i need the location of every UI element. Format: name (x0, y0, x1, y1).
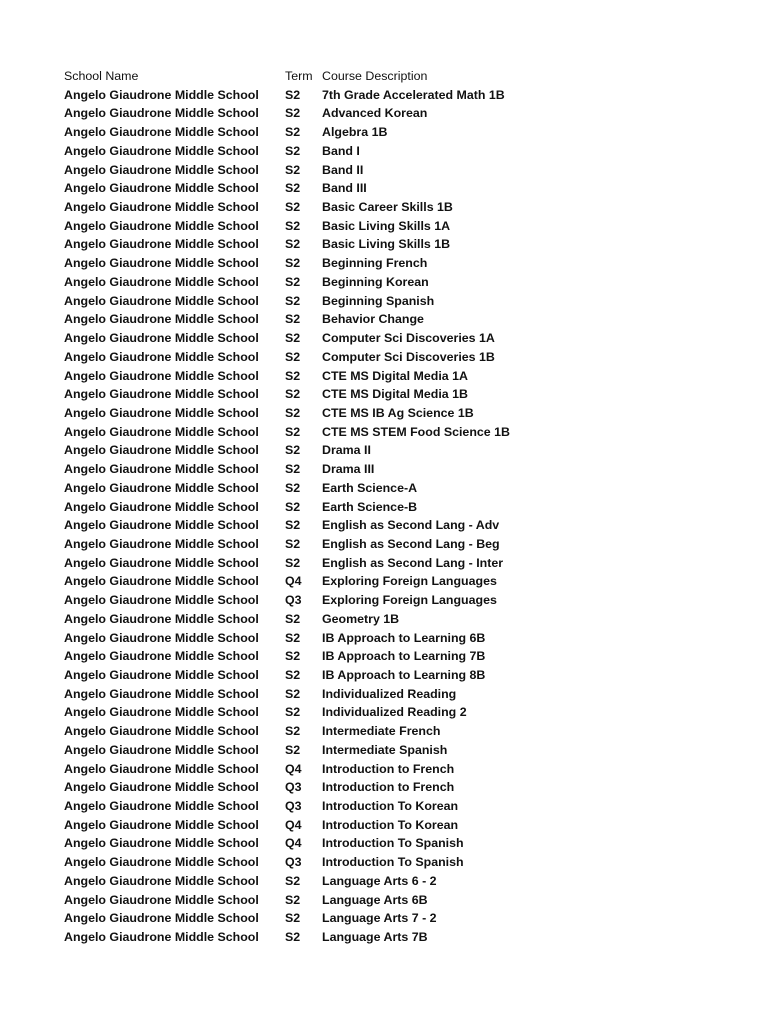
cell-term: S2 (285, 630, 301, 645)
cell-school-name: Angelo Giaudrone Middle School (64, 387, 259, 402)
cell-school-name: Angelo Giaudrone Middle School (64, 799, 259, 814)
cell-term: S2 (285, 349, 301, 364)
table-row (64, 703, 704, 722)
cell-term: S2 (285, 536, 301, 551)
cell-term: S2 (285, 518, 301, 533)
cell-course-description: English as Second Lang - Beg (322, 536, 500, 551)
cell-school-name: Angelo Giaudrone Middle School (64, 462, 259, 477)
cell-term: Q3 (285, 780, 302, 795)
cell-course-description: Beginning French (322, 256, 428, 271)
cell-course-description: Earth Science-A (322, 480, 418, 495)
table-row (64, 292, 704, 311)
cell-term: S2 (285, 181, 301, 196)
table-row (64, 760, 704, 779)
cell-term: S2 (285, 724, 301, 739)
cell-term: S2 (285, 237, 301, 252)
table-row (64, 217, 704, 236)
cell-term: Q4 (285, 574, 302, 589)
cell-term: S2 (285, 686, 301, 701)
table-row (64, 235, 704, 254)
cell-school-name: Angelo Giaudrone Middle School (64, 256, 259, 271)
cell-term: S2 (285, 705, 301, 720)
cell-school-name: Angelo Giaudrone Middle School (64, 911, 259, 926)
cell-term: S2 (285, 312, 301, 327)
cell-school-name: Angelo Giaudrone Middle School (64, 181, 259, 196)
cell-school-name: Angelo Giaudrone Middle School (64, 312, 259, 327)
table-row (64, 685, 704, 704)
cell-course-description: Language Arts 6B (322, 892, 428, 907)
cell-course-description: Exploring Foreign Languages (322, 574, 497, 589)
cell-course-description: Language Arts 7B (322, 930, 428, 945)
cell-term: Q4 (285, 817, 302, 832)
cell-course-description: English as Second Lang - Inter (322, 555, 504, 570)
cell-school-name: Angelo Giaudrone Middle School (64, 87, 259, 102)
cell-school-name: Angelo Giaudrone Middle School (64, 200, 259, 215)
cell-course-description: 7th Grade Accelerated Math 1B (322, 87, 505, 102)
cell-course-description: Beginning Spanish (322, 293, 435, 308)
cell-course-description: Intermediate Spanish (322, 742, 448, 757)
table-row (64, 816, 704, 835)
cell-term: S2 (285, 274, 301, 289)
cell-course-description: Band I (322, 143, 360, 158)
table-row (64, 310, 704, 329)
cell-course-description: CTE MS IB Ag Science 1B (322, 405, 474, 420)
cell-course-description: Introduction to French (322, 761, 455, 776)
cell-course-description: Introduction to French (322, 780, 455, 795)
cell-course-description: Computer Sci Discoveries 1B (322, 349, 495, 364)
cell-course-description: Introduction To Spanish (322, 836, 464, 851)
table-row (64, 198, 704, 217)
cell-term: S2 (285, 873, 301, 888)
table-row (64, 853, 704, 872)
cell-course-description: Drama III (322, 462, 375, 477)
table-row (64, 86, 704, 105)
cell-school-name: Angelo Giaudrone Middle School (64, 836, 259, 851)
cell-course-description: Exploring Foreign Languages (322, 593, 497, 608)
cell-school-name: Angelo Giaudrone Middle School (64, 593, 259, 608)
cell-course-description: Band II (322, 162, 364, 177)
cell-school-name: Angelo Giaudrone Middle School (64, 125, 259, 140)
cell-school-name: Angelo Giaudrone Middle School (64, 855, 259, 870)
cell-course-description: CTE MS STEM Food Science 1B (322, 424, 510, 439)
table-header-row (64, 67, 704, 86)
cell-school-name: Angelo Giaudrone Middle School (64, 930, 259, 945)
table-row (64, 254, 704, 273)
table-row (64, 872, 704, 891)
cell-term: S2 (285, 892, 301, 907)
table-row (64, 722, 704, 741)
table-row (64, 572, 704, 591)
cell-term: S2 (285, 649, 301, 664)
cell-school-name: Angelo Giaudrone Middle School (64, 293, 259, 308)
cell-course-description: English as Second Lang - Adv (322, 518, 500, 533)
table-row (64, 273, 704, 292)
cell-school-name: Angelo Giaudrone Middle School (64, 705, 259, 720)
table-row (64, 423, 704, 442)
cell-course-description: Intermediate French (322, 724, 441, 739)
cell-school-name: Angelo Giaudrone Middle School (64, 424, 259, 439)
cell-school-name: Angelo Giaudrone Middle School (64, 162, 259, 177)
course-table (64, 67, 704, 947)
table-body (64, 86, 704, 947)
cell-course-description: Introduction To Korean (322, 817, 459, 832)
table-row (64, 834, 704, 853)
cell-school-name: Angelo Giaudrone Middle School (64, 780, 259, 795)
table-row (64, 647, 704, 666)
table-row (64, 348, 704, 367)
cell-course-description: Band III (322, 181, 367, 196)
cell-term: S2 (285, 106, 301, 121)
cell-school-name: Angelo Giaudrone Middle School (64, 499, 259, 514)
table-row (64, 479, 704, 498)
cell-course-description: Basic Living Skills 1B (322, 237, 451, 252)
table-row (64, 591, 704, 610)
cell-term: S2 (285, 405, 301, 420)
table-row (64, 441, 704, 460)
header-course-description: Course Description (322, 69, 428, 83)
cell-school-name: Angelo Giaudrone Middle School (64, 630, 259, 645)
cell-term: S2 (285, 293, 301, 308)
cell-school-name: Angelo Giaudrone Middle School (64, 536, 259, 551)
cell-course-description: Advanced Korean (322, 106, 428, 121)
table-row (64, 460, 704, 479)
cell-school-name: Angelo Giaudrone Middle School (64, 218, 259, 233)
table-row (64, 666, 704, 685)
table-row (64, 554, 704, 573)
cell-course-description: IB Approach to Learning 7B (322, 649, 486, 664)
table-row (64, 909, 704, 928)
cell-term: S2 (285, 930, 301, 945)
cell-term: S2 (285, 443, 301, 458)
cell-school-name: Angelo Giaudrone Middle School (64, 143, 259, 158)
cell-term: S2 (285, 555, 301, 570)
table-row (64, 123, 704, 142)
cell-school-name: Angelo Giaudrone Middle School (64, 611, 259, 626)
table-row (64, 516, 704, 535)
table-row (64, 367, 704, 386)
cell-term: S2 (285, 611, 301, 626)
cell-school-name: Angelo Giaudrone Middle School (64, 331, 259, 346)
table-row (64, 404, 704, 423)
cell-term: S2 (285, 331, 301, 346)
cell-term: S2 (285, 87, 301, 102)
cell-school-name: Angelo Giaudrone Middle School (64, 742, 259, 757)
cell-term: S2 (285, 125, 301, 140)
cell-course-description: Beginning Korean (322, 274, 429, 289)
cell-term: Q4 (285, 836, 302, 851)
cell-school-name: Angelo Giaudrone Middle School (64, 518, 259, 533)
cell-course-description: Individualized Reading (322, 686, 457, 701)
cell-school-name: Angelo Giaudrone Middle School (64, 480, 259, 495)
table-row (64, 142, 704, 161)
table-row (64, 891, 704, 910)
table-row (64, 179, 704, 198)
cell-term: Q3 (285, 593, 302, 608)
cell-term: S2 (285, 462, 301, 477)
cell-school-name: Angelo Giaudrone Middle School (64, 892, 259, 907)
cell-course-description: Computer Sci Discoveries 1A (322, 331, 495, 346)
cell-course-description: Behavior Change (322, 312, 424, 327)
cell-term: S2 (285, 368, 301, 383)
table-row (64, 535, 704, 554)
cell-school-name: Angelo Giaudrone Middle School (64, 274, 259, 289)
table-row (64, 498, 704, 517)
cell-course-description: IB Approach to Learning 6B (322, 630, 486, 645)
cell-school-name: Angelo Giaudrone Middle School (64, 405, 259, 420)
cell-term: S2 (285, 480, 301, 495)
table-row (64, 778, 704, 797)
cell-school-name: Angelo Giaudrone Middle School (64, 668, 259, 682)
cell-school-name: Angelo Giaudrone Middle School (64, 724, 259, 739)
cell-term: S2 (285, 256, 301, 271)
table-row (64, 329, 704, 348)
cell-course-description: Introduction To Spanish (322, 855, 464, 870)
cell-term: S2 (285, 162, 301, 177)
cell-term: S2 (285, 200, 301, 215)
cell-course-description: Language Arts 7 - 2 (322, 911, 437, 926)
cell-course-description: Geometry 1B (322, 611, 400, 626)
cell-term: S2 (285, 218, 301, 233)
table-row (64, 385, 704, 404)
cell-school-name: Angelo Giaudrone Middle School (64, 443, 259, 458)
cell-school-name: Angelo Giaudrone Middle School (64, 574, 259, 589)
header-term: Term (285, 69, 313, 83)
cell-school-name: Angelo Giaudrone Middle School (64, 873, 259, 888)
table-row (64, 629, 704, 648)
cell-course-description: Language Arts 6 - 2 (322, 873, 437, 888)
header-school-name: School Name (64, 69, 139, 83)
cell-course-description: Earth Science-B (322, 499, 418, 514)
table-row (64, 610, 704, 629)
cell-school-name: Angelo Giaudrone Middle School (64, 368, 259, 383)
table-row (64, 104, 704, 123)
table-row (64, 797, 704, 816)
cell-school-name: Angelo Giaudrone Middle School (64, 649, 259, 664)
cell-course-description: Algebra 1B (322, 125, 388, 140)
cell-course-description: CTE MS Digital Media 1A (322, 368, 468, 383)
table-row (64, 161, 704, 180)
cell-term: Q3 (285, 855, 302, 870)
cell-term: S2 (285, 499, 301, 514)
cell-school-name: Angelo Giaudrone Middle School (64, 555, 259, 570)
cell-school-name: Angelo Giaudrone Middle School (64, 761, 259, 776)
cell-term: Q3 (285, 799, 302, 814)
cell-term: S2 (285, 143, 301, 158)
cell-course-description: Basic Career Skills 1B (322, 200, 453, 215)
cell-course-description: Basic Living Skills 1A (322, 218, 451, 233)
cell-term: S2 (285, 424, 301, 439)
cell-course-description: CTE MS Digital Media 1B (322, 387, 468, 402)
cell-term: S2 (285, 742, 301, 757)
cell-school-name: Angelo Giaudrone Middle School (64, 106, 259, 121)
cell-term: S2 (285, 387, 301, 402)
cell-term: S2 (285, 911, 301, 926)
cell-term: S2 (285, 668, 301, 682)
cell-course-description: Introduction To Korean (322, 799, 459, 814)
cell-school-name: Angelo Giaudrone Middle School (64, 349, 259, 364)
cell-course-description: Drama II (322, 443, 371, 458)
cell-course-description: IB Approach to Learning 8B (322, 668, 486, 682)
cell-term: Q4 (285, 761, 302, 776)
table-row (64, 741, 704, 760)
cell-school-name: Angelo Giaudrone Middle School (64, 686, 259, 701)
table-row (64, 928, 704, 947)
cell-school-name: Angelo Giaudrone Middle School (64, 817, 259, 832)
cell-course-description: Individualized Reading 2 (322, 705, 467, 720)
cell-school-name: Angelo Giaudrone Middle School (64, 237, 259, 252)
